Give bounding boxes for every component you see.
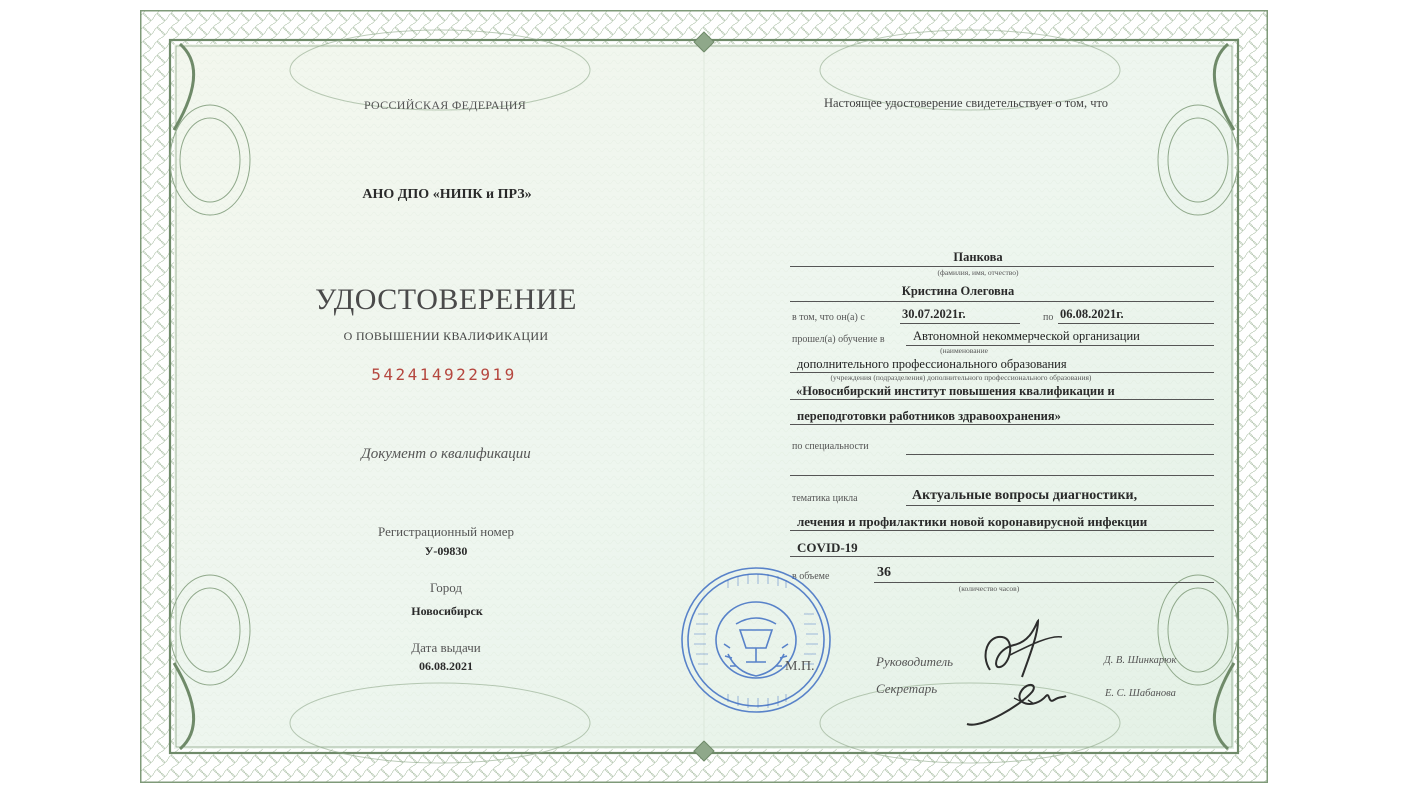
volume-label: в объеме — [792, 571, 830, 582]
given-names-line — [790, 301, 1214, 302]
topic-label: тематика цикла — [792, 493, 858, 504]
org-line-2: дополнительного профессионального образования — [797, 357, 1067, 371]
hours-value: 36 — [877, 565, 891, 580]
city-value: Новосибирск — [411, 604, 483, 618]
date-from-value: 30.07.2021г. — [902, 307, 966, 321]
org-hint-1: (наименование — [940, 346, 988, 355]
country-label: РОССИЙСКАЯ ФЕДЕРАЦИЯ — [363, 98, 527, 112]
topic-line-2: лечения и профилактики новой коронавирусной инфекции — [797, 514, 1148, 529]
city-label: Город — [429, 580, 463, 595]
topic-line-1: Актуальные вопросы диагностики, — [912, 488, 1138, 503]
secretary-signature-icon — [962, 674, 1082, 734]
surname-line — [790, 266, 1214, 267]
secretary-label: Секретарь — [876, 681, 938, 696]
name-hint: (фамилия, имя, отчество) — [937, 268, 1019, 277]
hours-line — [874, 582, 1214, 583]
specialty-line — [906, 454, 1214, 455]
date-to-value: 06.08.2021г. — [1060, 307, 1124, 321]
document-title: УДОСТОВЕРЕНИЕ — [315, 283, 577, 316]
topic-line-3: COVID-19 — [797, 540, 858, 555]
surname-value: Панкова — [953, 250, 1003, 264]
intro-text: Настоящее удостоверение свидетельствует о том, что — [823, 96, 1109, 110]
org-line-1: Автономной некоммерческой организации — [913, 329, 1140, 343]
given-names-value: Кристина Олеговна — [901, 284, 1015, 298]
organization-name: АНО ДПО «НИПК и ПРЗ» — [362, 187, 532, 202]
secretary-name: Е. С. Шабанова — [1105, 688, 1176, 699]
topic-line-3-rule — [790, 556, 1214, 557]
head-label: Руководитель — [876, 654, 954, 669]
serial-number: 542414922919 — [371, 365, 517, 384]
topic-line-2-rule — [790, 530, 1214, 531]
org-line-3: «Новосибирский институт повышения квалификации и — [796, 384, 1115, 398]
certificate — [140, 10, 1268, 783]
org-hint-2: (учреждения (подразделения) дополнительного профессионального образования) — [830, 373, 1092, 382]
document-subtitle: О ПОВЫШЕНИИ КВАЛИФИКАЦИИ — [343, 329, 549, 343]
issue-date-label: Дата выдачи — [411, 640, 481, 655]
studied-label: прошел(а) обучение в — [792, 334, 885, 345]
date-from-line — [900, 323, 1020, 324]
official-stamp-icon — [678, 564, 834, 716]
hours-hint: (количество часов) — [958, 584, 1020, 593]
org-line-4: переподготовки работников здравоохранения» — [797, 409, 1061, 423]
document-type: Документ о квалификации — [361, 446, 531, 462]
topic-line-1-rule — [906, 505, 1214, 506]
date-to-label: по — [1043, 312, 1054, 323]
org-line-3-rule — [790, 399, 1214, 400]
specialty-line-2 — [790, 475, 1214, 476]
specialty-label: по специальности — [792, 441, 869, 452]
registration-number: У-09830 — [424, 544, 468, 558]
org-line-4-rule — [790, 424, 1214, 425]
head-name: Д. В. Шинкарюк — [1104, 655, 1177, 666]
date-from-label: в том, что он(а) с — [792, 312, 865, 323]
stamp-place-mark: М.П. — [785, 659, 815, 674]
date-to-line — [1058, 323, 1214, 324]
issue-date: 06.08.2021 — [419, 659, 473, 673]
registration-label: Регистрационный номер — [378, 524, 514, 539]
